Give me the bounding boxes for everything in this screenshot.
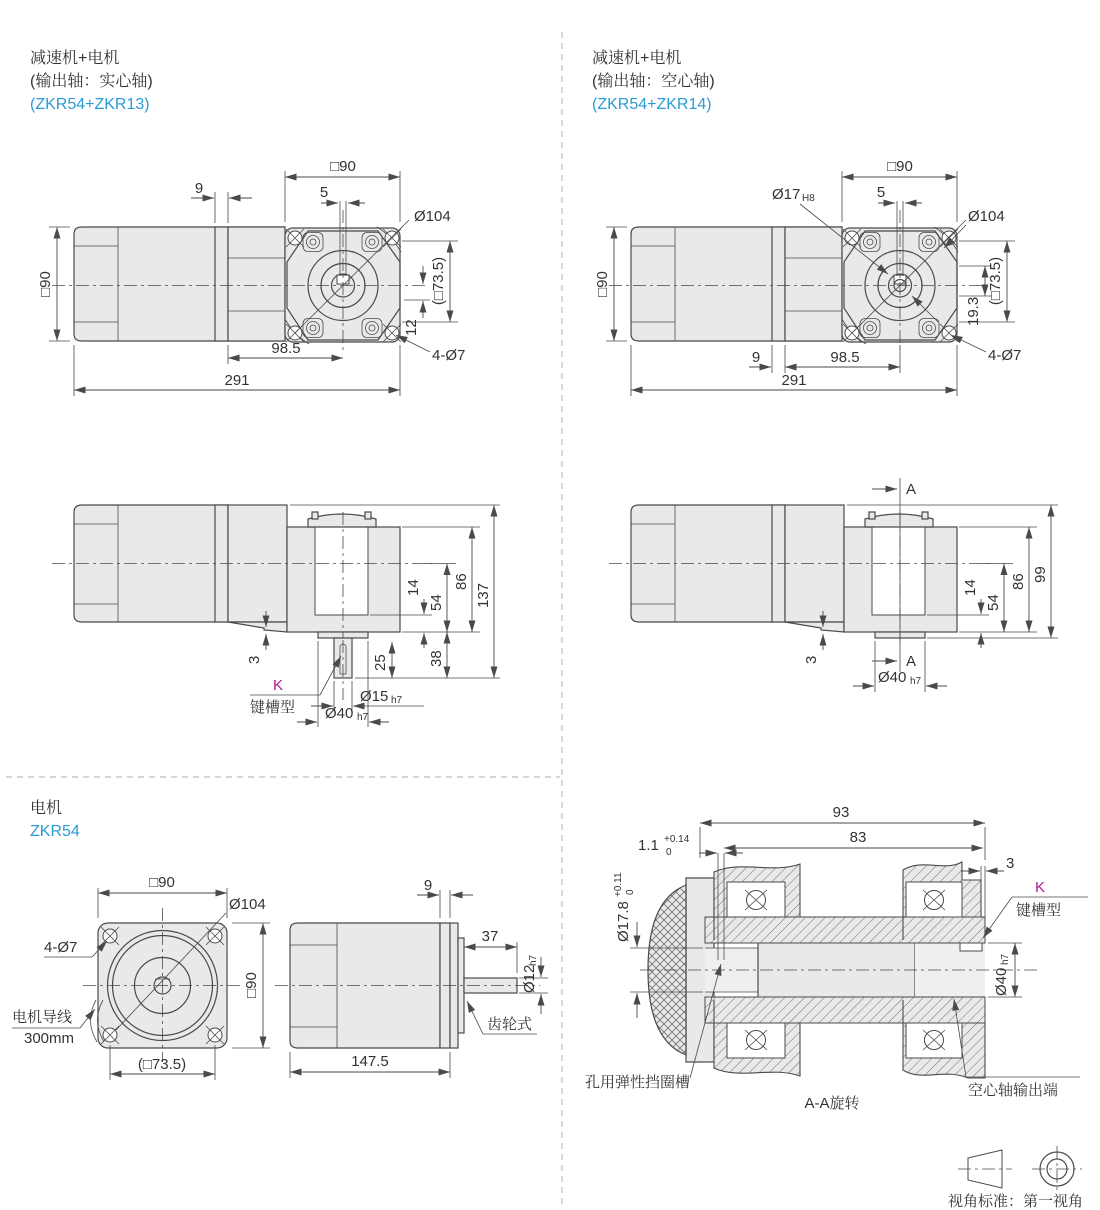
gearmotor-hollow-top-view <box>594 158 1021 396</box>
dim-hollow-bore: Ø17 <box>772 186 801 203</box>
section-subtitle: (输出轴：空心轴) <box>592 73 715 90</box>
ring-groove-label: 孔用弹性挡圈槽 <box>585 1074 691 1091</box>
gearmotor-hollow-side-view <box>609 478 1058 692</box>
section-title: 减速机+电机 <box>30 50 120 67</box>
key-mark: K <box>1034 879 1046 896</box>
dim-bore-dia: Ø17.8 <box>615 901 632 942</box>
dim-shaft-fit: h7 <box>528 954 539 966</box>
dim-length-93: 93 <box>832 804 850 821</box>
dim-groove-width: 1.1 <box>638 837 659 854</box>
dim-body-square: □90 <box>243 972 260 998</box>
dim-h54: 54 <box>428 594 445 611</box>
section-title: 电机 <box>30 800 63 817</box>
motor-lead-length: 300mm <box>24 1030 75 1047</box>
dim-flange: 9 <box>751 349 761 366</box>
dim-pilot-circle: Ø104 <box>414 208 451 225</box>
dim-h137: 137 <box>475 582 492 608</box>
section-mark-top: A <box>906 481 917 498</box>
dim-groove-tol-dn: 0 <box>666 847 672 858</box>
dim-inner-square: (□73.5) <box>430 256 447 306</box>
dim-end-gap: 3 <box>1006 855 1015 872</box>
motor-front-view <box>12 874 270 1080</box>
dim-hub-dia: Ø40 <box>878 669 907 686</box>
gearmotor-solid-top-view <box>37 158 465 396</box>
dim-total-length: 291 <box>224 372 250 389</box>
dim-h86: 86 <box>453 573 470 590</box>
dim-hub-fit: h7 <box>357 712 369 723</box>
keyway-label: 键槽型 <box>250 699 296 716</box>
model-code: ZKR54 <box>30 823 80 840</box>
dim-keyslot-width: 5 <box>319 184 329 201</box>
dim-h99: 99 <box>1032 566 1049 583</box>
dim-step3: 3 <box>246 655 263 664</box>
dim-step3: 3 <box>803 655 820 664</box>
section-caption: A-A旋转 <box>804 1095 860 1112</box>
dim-shaft-length: 37 <box>481 928 499 945</box>
hollow-output-label: 空心轴输出端 <box>968 1082 1059 1099</box>
dim-mounting-holes: 4-Ø7 <box>432 347 466 364</box>
dim-mounting-holes: 4-Ø7 <box>44 939 78 956</box>
dim-inner-square: (□73.5) <box>987 256 1004 306</box>
dim-body-square: □90 <box>37 271 54 297</box>
model-code: (ZKR54+ZKR14) <box>592 96 712 113</box>
first-angle-projection-symbol <box>948 1146 1083 1210</box>
dim-body-square: □90 <box>594 271 611 297</box>
dim-face-square: □90 <box>149 874 175 891</box>
dim-keyslot-width: 5 <box>876 184 886 201</box>
dim-pilot-circle: Ø104 <box>229 896 266 913</box>
header-motor <box>30 799 80 840</box>
dim-hub-dia: Ø40 <box>993 967 1010 996</box>
section-title: 减速机+电机 <box>592 50 682 67</box>
dim-h14: 14 <box>962 579 979 596</box>
dim-h54: 54 <box>985 594 1002 611</box>
dim-shaft38: 38 <box>428 650 445 667</box>
dim-bore-tol-dn: 0 <box>625 889 636 895</box>
dim-shaft-fit: h7 <box>391 695 403 706</box>
header-hollow-shaft <box>592 49 715 113</box>
dim-bore-tol-up: +0.11 <box>613 872 624 897</box>
dim-hub-fit: h7 <box>910 676 922 687</box>
dim-mounting-holes: 4-Ø7 <box>988 347 1022 364</box>
section-mark-bottom: A <box>906 653 917 670</box>
dim-gearhead-length: 98.5 <box>830 349 860 366</box>
motor-lead-label: 电机导线 <box>12 1009 73 1026</box>
view-standard-label: 视角标准：第一视角 <box>948 1193 1084 1210</box>
dim-groove-tol-up: +0.14 <box>664 834 690 845</box>
dim-length-83: 83 <box>849 829 867 846</box>
dim-flange: 9 <box>423 877 433 894</box>
dim-inner-square: (□73.5) <box>137 1056 187 1073</box>
gearmotor-solid-side-view <box>52 505 500 727</box>
key-mark: K <box>272 677 284 694</box>
dim-hollow-bore-fit: H8 <box>802 193 815 204</box>
dim-offset: 12 <box>403 319 420 336</box>
dim-h86: 86 <box>1010 573 1027 590</box>
dim-hub-fit: h7 <box>1000 953 1011 965</box>
dim-shaft-dia: Ø12 <box>521 964 538 993</box>
section-a-a-view <box>585 804 1088 1112</box>
dim-gearhead-length: 98.5 <box>271 340 301 357</box>
keyway-label: 键槽型 <box>1016 902 1062 919</box>
dim-shaft-dia: Ø15 <box>360 688 389 705</box>
dim-face-square: □90 <box>330 158 356 175</box>
dim-h14: 14 <box>405 579 422 596</box>
model-code: (ZKR54+ZKR13) <box>30 96 150 113</box>
dim-total-length: 291 <box>781 372 807 389</box>
header-solid-shaft <box>30 49 153 113</box>
dim-face-square: □90 <box>887 158 913 175</box>
dim-pilot-circle: Ø104 <box>968 208 1005 225</box>
section-subtitle: (输出轴：实心轴) <box>30 73 153 90</box>
motor-side-view <box>275 877 548 1078</box>
dim-body-length: 147.5 <box>351 1053 389 1070</box>
gear-type-label: 齿轮式 <box>487 1016 533 1033</box>
dim-flange: 9 <box>194 180 204 197</box>
dim-offset: 19.3 <box>965 296 982 326</box>
dim-hub-dia: Ø40 <box>325 705 354 722</box>
dim-key25: 25 <box>372 654 389 671</box>
